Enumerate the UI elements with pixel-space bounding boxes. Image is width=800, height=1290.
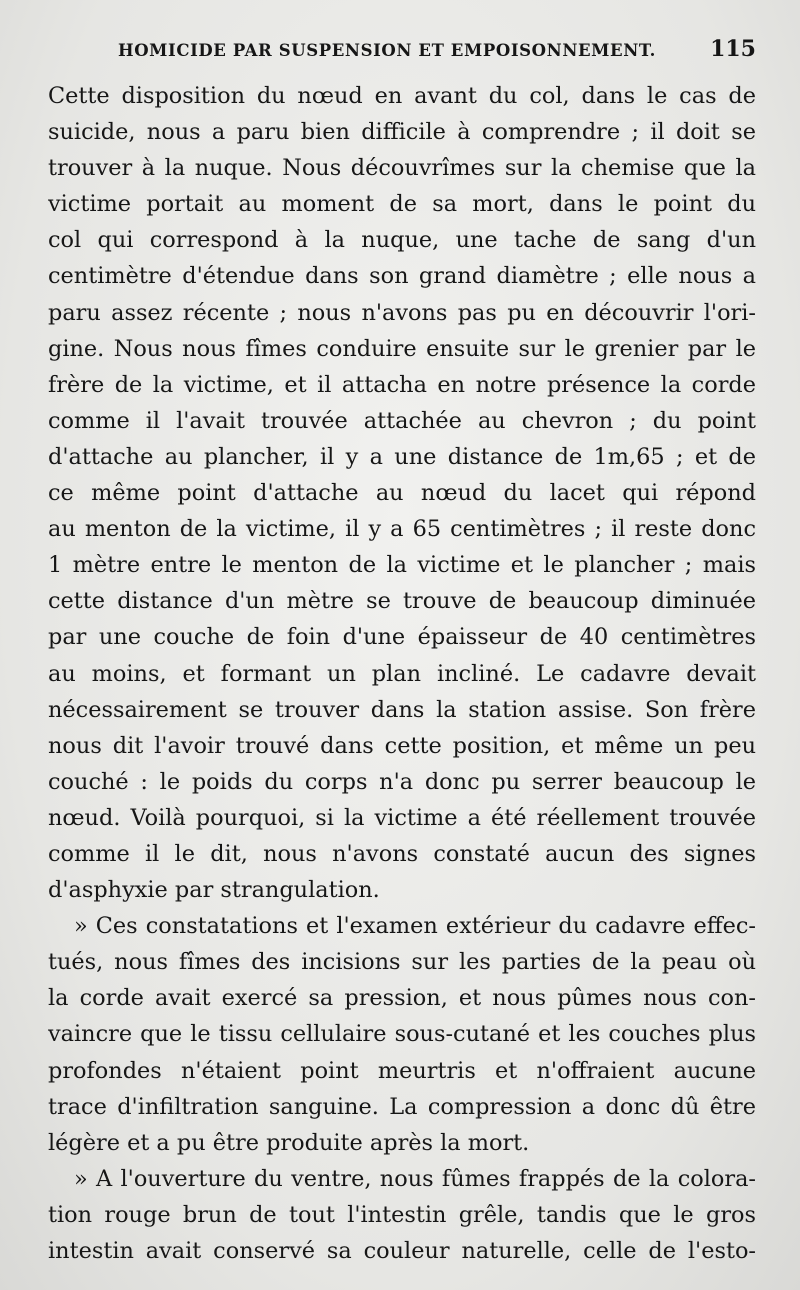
text-line: comme il l'avait trouvée attachée au chevron ; du point: [48, 407, 756, 434]
text-line: gine. Nous nous fîmes conduire ensuite sur le grenier par le: [48, 335, 756, 362]
text-line: profondes n'étaient point meurtris et n'offraient aucune: [48, 1057, 756, 1084]
text-line: ce même point d'attache au nœud du lacet qui répond: [48, 480, 756, 507]
text-line: tion rouge brun de tout l'intestin grêle, tandis que le gros: [48, 1201, 756, 1228]
text-line: nœud. Voilà pourquoi, si la victime a été réellement trouvée: [48, 804, 756, 831]
text-line: victime portait au moment de sa mort, dans le point du: [48, 191, 756, 218]
text-line: » A l'ouverture du ventre, nous fûmes frappés de la colora-: [74, 1165, 756, 1192]
text-line: la corde avait exercé sa pression, et nous pûmes nous con-: [48, 985, 756, 1012]
text-line: vaincre que le tissu cellulaire sous-cutané et les couches plus: [48, 1021, 756, 1048]
text-line: comme il le dit, nous n'avons constaté aucun des signes: [48, 840, 756, 867]
text-line: trace d'infiltration sanguine. La compression a donc dû être: [48, 1093, 756, 1120]
text-line: d'asphyxie par strangulation.: [48, 877, 380, 904]
text-line: trouver à la nuque. Nous découvrîmes sur la chemise que la: [48, 155, 756, 182]
text-line: suicide, nous a paru bien difficile à comprendre ; il doit se: [48, 119, 756, 146]
running-head: [48, 36, 756, 76]
text-line: nécessairement se trouver dans la station assise. Son frère: [48, 696, 756, 723]
text-line: col qui correspond à la nuque, une tache de sang d'un: [48, 227, 756, 254]
text-line: d'attache au plancher, il y a une distance de 1m,65 ; et de: [48, 443, 756, 470]
text-line: légère et a pu être produite après la mort.: [48, 1129, 530, 1156]
text-line: intestin avait conservé sa couleur naturelle, celle de l'esto-: [48, 1238, 756, 1264]
text-line: Cette disposition du nœud en avant du col, dans le cas de: [48, 83, 756, 109]
text-line: 1 mètre entre le menton de la victime et le plancher ; mais: [48, 552, 756, 579]
text-line: centimètre d'étendue dans son grand diamètre ; elle nous a: [48, 263, 756, 290]
text-line: tués, nous fîmes des incisions sur les parties de la peau où: [48, 949, 756, 976]
text-line: paru assez récente ; nous n'avons pas pu en découvrir l'ori-: [48, 299, 756, 326]
page-number: 115: [710, 36, 756, 62]
text-line: frère de la victime, et il attacha en notre présence la corde: [48, 371, 756, 398]
text-line: nous dit l'avoir trouvé dans cette position, et même un peu: [48, 732, 756, 759]
text-line: par une couche de foin d'une épaisseur de 40 centimètres: [48, 624, 756, 651]
body-text: [48, 78, 756, 1269]
running-title: HOMICIDE PAR SUSPENSION ET EMPOISONNEMENT.: [118, 41, 656, 60]
text-line: » Ces constatations et l'examen extérieur du cadavre effec-: [74, 913, 756, 940]
text-line: au menton de la victime, il y a 65 centimètres ; il reste donc: [48, 516, 756, 543]
text-line: cette distance d'un mètre se trouve de beaucoup diminuée: [48, 588, 756, 615]
text-line: couché : le poids du corps n'a donc pu serrer beaucoup le: [48, 768, 756, 795]
text-line: au moins, et formant un plan incliné. Le cadavre devait: [48, 660, 756, 687]
